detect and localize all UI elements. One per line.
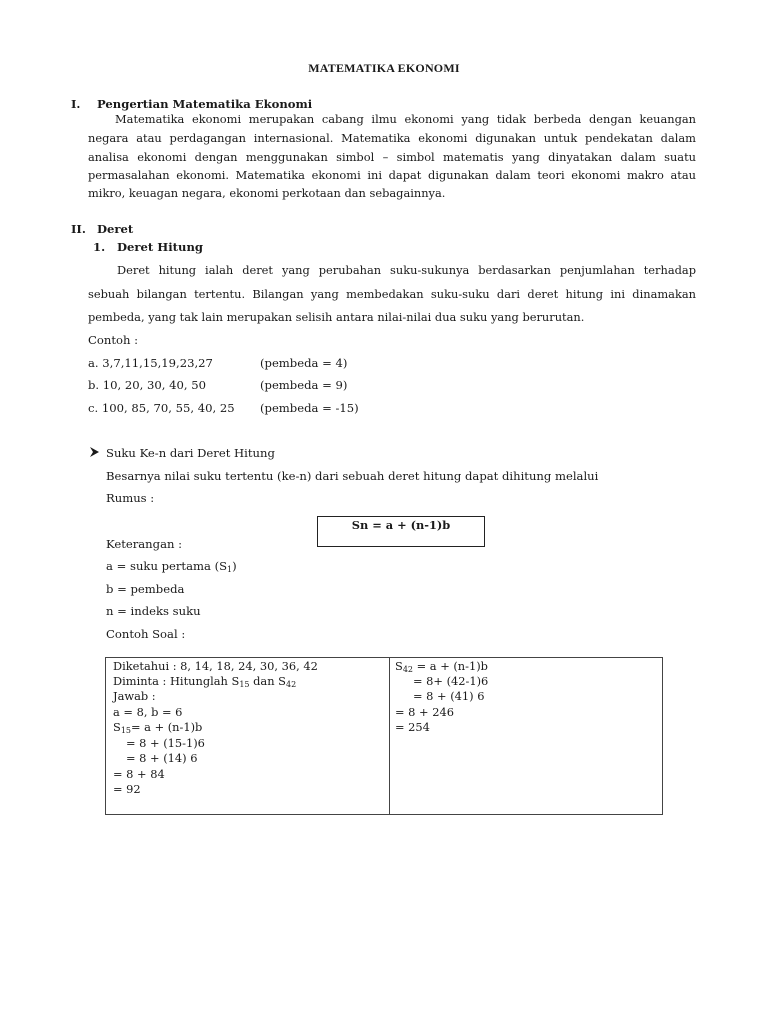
section2-heading: Deret	[97, 222, 134, 236]
contoh-soal-label: Contoh Soal :	[106, 627, 186, 641]
section1-line-1: Matematika ekonomi merupakan cabang ilmu ekonomi yang tidak berbeda dengan keuangan	[115, 112, 696, 126]
arrowhead-bullet-icon	[89, 446, 100, 462]
deret-line-2: sebuah bilangan tertentu. Bilangan yang membedakan suku-suku dari deret hitung ini dinamakan	[88, 287, 696, 301]
example-diff-c: (pembeda = -15)	[260, 401, 359, 415]
table-divider	[389, 658, 390, 814]
right-step3: = 8 + 246	[395, 705, 454, 719]
left-diketahui: Diketahui : 8, 14, 18, 24, 30, 36, 42	[113, 659, 318, 673]
left-jawab: Jawab :	[113, 689, 156, 703]
section1-line-4: permasalahan ekonomi. Matematika ekonomi ini dapat digunakan dalam teori ekonomi makro atau	[88, 168, 696, 182]
right-step2: = 8 + (41) 6	[413, 689, 485, 703]
document-title: MATEMATIKA EKONOMI	[308, 61, 460, 75]
example-diff-b: (pembeda = 9)	[260, 378, 348, 392]
right-s42: $S_{42} = a + (n-1)b$	[395, 659, 488, 674]
example-table	[105, 657, 663, 815]
right-step4: = 254	[395, 720, 430, 734]
formula-text: Sn = a + (n-1)b	[351, 518, 451, 532]
example-seq-a: a. 3,7,11,15,19,23,27	[88, 356, 213, 370]
formula-box	[317, 516, 485, 547]
example-seq-c: c. 100, 85, 70, 55, 40, 25	[88, 401, 235, 415]
suku-heading: Suku Ke-n dari Deret Hitung	[106, 446, 275, 460]
example-diff-a: (pembeda = 4)	[260, 356, 348, 370]
left-s15: $S_{15}= a + (n-1)b$	[113, 720, 203, 735]
subsection1-heading: Deret Hitung	[117, 240, 203, 254]
example-seq-b: b. 10, 20, 30, 40, 50	[88, 378, 207, 392]
def-a: a = suku pertama $(S_1)$	[106, 559, 237, 574]
keterangan-label: Keterangan :	[106, 537, 183, 551]
section1-line-2: negara atau perdagangan internasional. Matematika ekonomi digunakan untuk pendekatan dalam	[88, 131, 696, 145]
section1-heading: Pengertian Matematika Ekonomi	[97, 97, 313, 111]
left-step3: = 8 + 84	[113, 767, 165, 781]
right-step1: = 8+ (42-1)6	[413, 674, 489, 688]
section2-number: II.	[71, 222, 86, 236]
contoh-label: Contoh :	[88, 333, 139, 347]
left-step4: = 92	[113, 782, 141, 796]
subsection1-number: 1.	[93, 240, 106, 254]
def-b: b = pembeda	[106, 582, 185, 596]
left-step1: = 8 + (15-1)6	[126, 736, 205, 750]
left-diminta: Diminta : Hitunglah $S_{15}$ dan $S_{42}$	[113, 674, 297, 689]
deret-line-1: Deret hitung ialah deret yang perubahan suku-sukunya berdasarkan penjumlahan terhadap	[117, 263, 696, 277]
rumus-label: Rumus :	[106, 491, 155, 505]
section1-number: I.	[71, 97, 81, 111]
section1-line-5: mikro, keuagan negara, ekonomi perkotaan dan sebagainnya.	[88, 186, 446, 200]
section1-line-3: analisa ekonomi dengan menggunakan simbol – simbol matematis yang dinyatakan dalam suatu	[88, 150, 696, 164]
left-ab: a = 8, b = 6	[113, 705, 183, 719]
suku-intro: Besarnya nilai suku tertentu (ke-n) dari sebuah deret hitung dapat dihitung melalui	[106, 469, 599, 483]
left-step2: = 8 + (14) 6	[126, 751, 198, 765]
def-n: n = indeks suku	[106, 604, 201, 618]
deret-line-3: pembeda, yang tak lain merupakan selisih antara nilai-nilai dua suku yang berurutan.	[88, 310, 585, 324]
